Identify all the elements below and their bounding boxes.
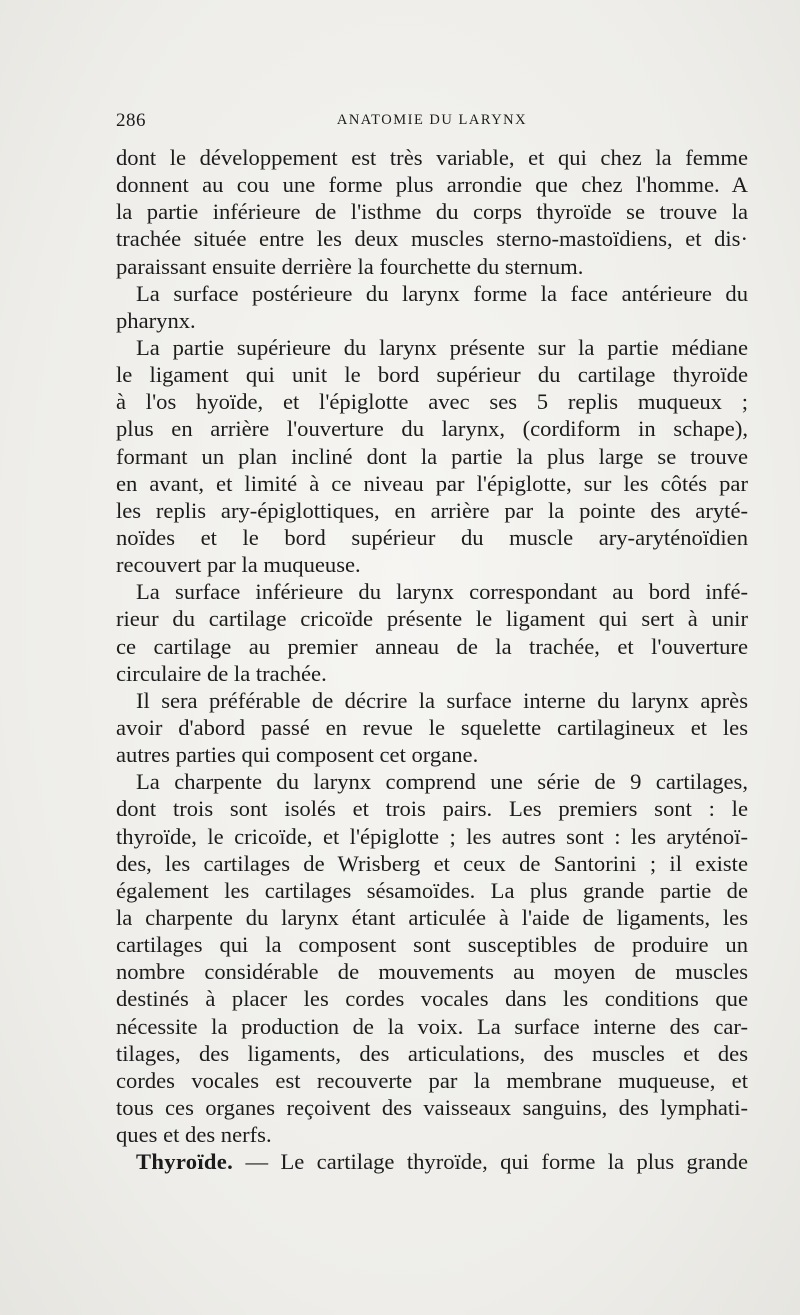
text-line: dont le développement est très variable, et qui chez la femme <box>116 145 748 170</box>
text-line: Il sera préférable de décrire la surface interne du larynx après <box>136 687 748 713</box>
text-line: plus en arrière l'ouverture du larynx, (cordiform in schape), <box>116 416 748 442</box>
text-line: cordes vocales est recouverte par la membrane muqueuse, et <box>116 1067 748 1093</box>
text-line: cartilages qui la composent sont susceptibles de produire un <box>116 932 748 958</box>
text-line: tous ces organes reçoivent des vaisseaux sanguins, des lymphati- <box>116 1094 748 1120</box>
text-line: pharynx. <box>116 307 196 333</box>
text-line: noïdes et le bord supérieur du muscle ary-aryténoïdien <box>116 524 748 550</box>
page-number: 286 <box>116 110 146 131</box>
text-line: La surface inférieure du larynx correspondant au bord infé- <box>136 579 748 605</box>
text-line: à l'os hyoïde, et l'épiglotte avec ses 5 replis muqueux ; <box>116 389 748 415</box>
text-line: la charpente du larynx étant articulée à l'aide de ligaments, les <box>116 904 748 930</box>
text-line: destinés à placer les cordes vocales dans les conditions que <box>116 986 748 1012</box>
body-text <box>116 144 748 1175</box>
section-first-line: — Le cartilage thyroïde, qui forme la plus grande <box>233 1149 748 1175</box>
text-line: avoir d'abord passé en revue le squelette cartilagineux et les <box>116 714 748 740</box>
running-title: ANATOMIE DU LARYNX <box>336 112 528 128</box>
text-line: également les cartilages sésamoïdes. La plus grande partie de <box>116 877 748 903</box>
text-line: nécessite la production de la voix. La surface interne des car- <box>116 1013 748 1039</box>
text-line: La surface postérieure du larynx forme la face antérieure du <box>136 280 748 306</box>
text-line: le ligament qui unit le bord supérieur du cartilage thyroïde <box>116 362 748 388</box>
section-run-in-heading: Thyroïde. <box>136 1149 234 1175</box>
text-line: la partie inférieure de l'isthme du corps thyroïde se trouve la <box>116 199 748 225</box>
text-line: donnent au cou une forme plus arrondie que chez l'homme. A <box>116 172 748 198</box>
text-line: dont trois sont isolés et trois pairs. Les premiers sont : le <box>116 796 748 822</box>
text-line: La charpente du larynx comprend une série de 9 cartilages, <box>136 769 748 795</box>
text-line: rieur du cartilage cricoïde présente le ligament qui sert à unir <box>116 606 748 632</box>
text-line: des, les cartilages de Wrisberg et ceux de Santorini ; il existe <box>116 850 748 876</box>
text-line: autres parties qui composent cet organe. <box>116 742 479 768</box>
text-line: ques et des nerfs. <box>116 1122 272 1148</box>
text-line: ce cartilage au premier anneau de la trachée, et l'ouverture <box>116 633 748 659</box>
section-heading-line <box>116 1148 748 1175</box>
text-line: thyroïde, le cricoïde, et l'épiglotte ; les autres sont : les aryténoï- <box>116 823 748 849</box>
text-line: tilages, des ligaments, des articulations, des muscles et des <box>116 1040 748 1066</box>
text-line: La partie supérieure du larynx présente sur la partie médiane <box>136 334 748 360</box>
text-line: nombre considérable de mouvements au moyen de muscles <box>116 959 748 985</box>
text-line: en avant, et limité à ce niveau par l'épiglotte, sur les côtés par <box>116 470 748 496</box>
text-line: recouvert par la muqueuse. <box>116 552 361 578</box>
text-line: les replis ary-épiglottiques, en arrière par la pointe des aryté- <box>116 497 748 523</box>
text-line: paraissant ensuite derrière la fourchette du sternum. <box>116 253 584 279</box>
page-header <box>116 110 748 134</box>
text-line: formant un plan incliné dont la partie la plus large se trouve <box>116 443 748 469</box>
text-line: trachée située entre les deux muscles sterno-mastoïdiens, et dis· <box>116 226 748 252</box>
text-line: circulaire de la trachée. <box>116 660 327 686</box>
